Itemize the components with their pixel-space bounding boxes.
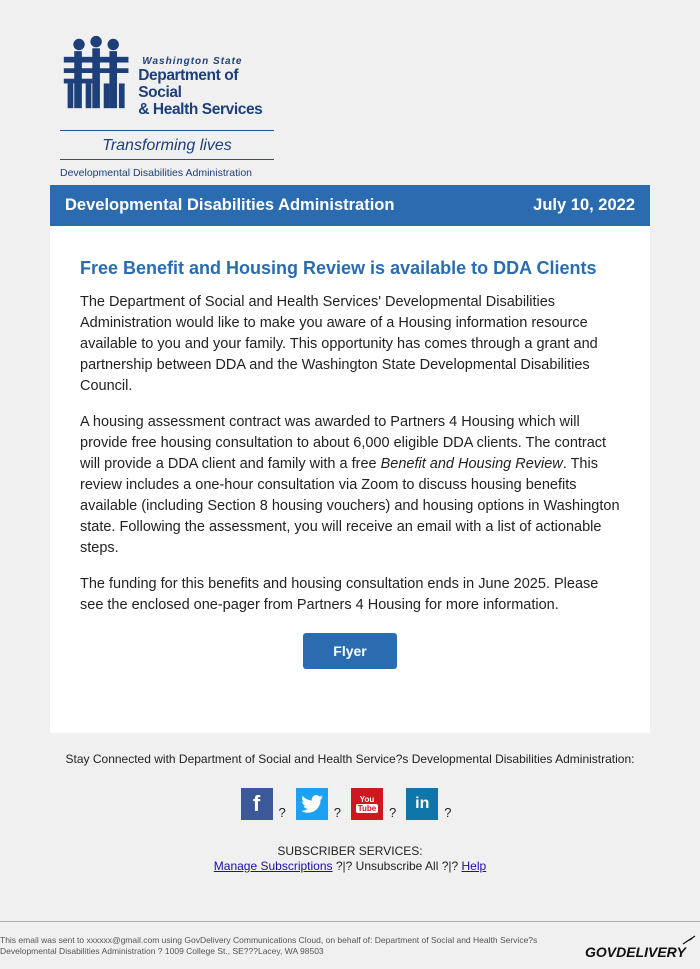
youtube-icon[interactable] xyxy=(351,788,383,820)
linkedin-icon[interactable] xyxy=(406,788,438,820)
social-separator: ? xyxy=(278,805,286,820)
linkedin-letters: in xyxy=(415,795,430,812)
article-paragraph-2 xyxy=(80,412,620,559)
stay-connected-text: Stay Connected with Department of Social and Health Service?s Developmental Disabilities Administration: xyxy=(65,752,635,766)
subscriber-sep-1: ?|? xyxy=(332,859,356,873)
govdelivery-brand-text: GOVDELIVERY xyxy=(585,944,686,960)
youtube-text-top: You xyxy=(359,795,375,804)
footer-text: This email was sent to xxxxxx@gmail.com using GovDelivery Communications Cloud, on behalf of: Department of Social and Health Service?s Developmental Disabilities Administration ? 1009 College St., SE???Lacey, WA 98503 xyxy=(0,935,538,956)
social-separator: ? xyxy=(333,805,341,820)
help-link[interactable]: Help xyxy=(461,859,487,873)
twitter-icon[interactable] xyxy=(296,788,328,820)
social-separator: ? xyxy=(389,805,397,820)
logo-divider-2 xyxy=(60,159,274,160)
social-links xyxy=(0,788,700,820)
youtube-text-bottom: Tube xyxy=(357,804,377,813)
twitter-bird-icon xyxy=(301,795,323,813)
logo-dept-line2: & Health Services xyxy=(138,101,263,118)
banner-title: Developmental Disabilities Administration xyxy=(65,196,395,214)
para2-text-before: A housing assessment contract was awarded to Partners 4 Housing which will provide free housing consultation to about 6,000 eligible DDA clients. The contract will provide a DDA client and family with a free xyxy=(80,414,607,472)
para2-text-after: . This review includes a one-hour consultation via Zoom to discuss housing benefits available (including Section 8 housing vouchers) and housing options in Washington state. Following the assessment, you will receive an email with a list of actionable steps. xyxy=(80,456,620,556)
flyer-button[interactable]: Flyer xyxy=(303,633,397,669)
logo-admin: Developmental Disabilities Administration xyxy=(60,167,253,179)
article-paragraph-1: The Department of Social and Health Services' Developmental Disabilities Administration would like to make you aware of a Housing information resource available to you and your family. This opportunity has comes through a grant and partnership between DDA and the Washington State Developmental Disabilities Council. xyxy=(80,294,598,394)
govdelivery-logo[interactable] xyxy=(585,932,700,964)
article-heading: Free Benefit and Housing Review is available to DDA Clients xyxy=(80,258,597,278)
social-separator: ? xyxy=(444,805,452,820)
footer-divider xyxy=(0,921,700,922)
logo-dept-line1: Department of Social xyxy=(138,67,239,101)
subscriber-title: SUBSCRIBER SERVICES: xyxy=(277,844,423,858)
facebook-icon[interactable] xyxy=(241,788,273,820)
article-paragraph-3: The funding for this benefits and housing consultation ends in June 2025. Please see the enclosed one-pager from Partners 4 Housing for more information. xyxy=(80,576,599,613)
logo-state: Washington State xyxy=(142,56,243,67)
logo-tagline: Transforming lives xyxy=(102,137,232,154)
dshs-logo xyxy=(60,34,278,179)
facebook-letter: f xyxy=(252,791,261,816)
unsubscribe-all[interactable]: Unsubscribe All xyxy=(355,859,439,873)
para2-italic: Benefit and Housing Review xyxy=(380,456,563,472)
people-figures-icon xyxy=(60,34,132,112)
subscriber-sep-2: ?|? xyxy=(438,859,462,873)
manage-subscriptions-link[interactable]: Manage Subscriptions xyxy=(213,859,333,873)
subscriber-services xyxy=(0,844,700,874)
govdelivery-logo-graphic xyxy=(585,932,700,964)
logo-divider xyxy=(60,130,274,131)
header-banner xyxy=(50,185,650,226)
banner-date: July 10, 2022 xyxy=(533,196,635,214)
content-card xyxy=(50,226,650,733)
